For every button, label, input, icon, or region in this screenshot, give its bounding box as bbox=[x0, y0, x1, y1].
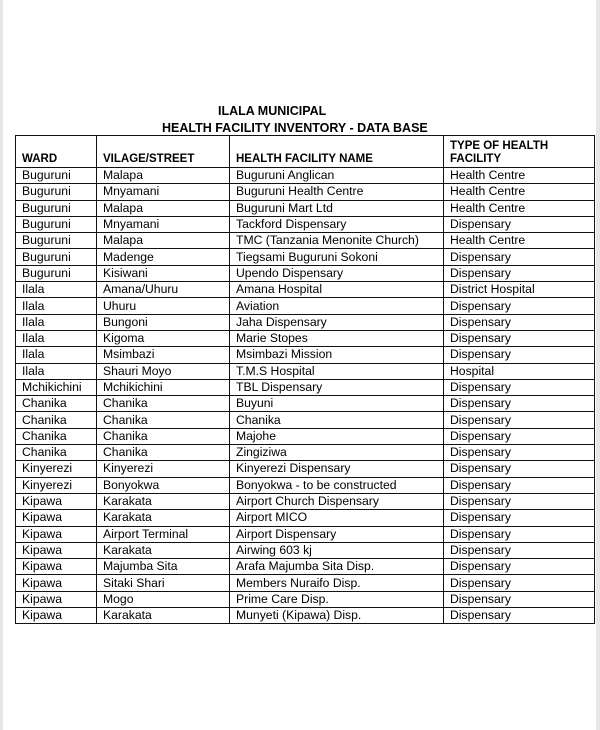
cell-facility-name: Kinyerezi Dispensary bbox=[230, 461, 444, 477]
table-row bbox=[16, 542, 595, 558]
table-row bbox=[16, 396, 595, 412]
cell-village: Karakata bbox=[97, 493, 230, 509]
cell-facility-name: Chanika bbox=[230, 412, 444, 428]
cell-facility-name: Airwing 603 kj bbox=[230, 542, 444, 558]
cell-village: Msimbazi bbox=[97, 347, 230, 363]
cell-village: Mnyamani bbox=[97, 216, 230, 232]
cell-facility-type: Dispensary bbox=[444, 591, 595, 607]
table-row bbox=[16, 298, 595, 314]
cell-facility-name: Buyuni bbox=[230, 396, 444, 412]
cell-ward: Mchikichini bbox=[16, 379, 97, 395]
cell-ward: Buguruni bbox=[16, 249, 97, 265]
cell-facility-name: T.M.S Hospital bbox=[230, 363, 444, 379]
cell-facility-type: Dispensary bbox=[444, 510, 595, 526]
cell-facility-type: Health Centre bbox=[444, 233, 595, 249]
cell-village: Uhuru bbox=[97, 298, 230, 314]
cell-facility-type: Dispensary bbox=[444, 265, 595, 281]
header-facility-type: TYPE OF HEALTH FACILITY bbox=[444, 136, 595, 168]
cell-ward: Chanika bbox=[16, 445, 97, 461]
cell-village: Bungoni bbox=[97, 314, 230, 330]
cell-ward: Buguruni bbox=[16, 216, 97, 232]
cell-ward: Kipawa bbox=[16, 608, 97, 624]
cell-village: Karakata bbox=[97, 608, 230, 624]
cell-village: Malapa bbox=[97, 233, 230, 249]
cell-ward: Kipawa bbox=[16, 559, 97, 575]
cell-facility-name: Msimbazi Mission bbox=[230, 347, 444, 363]
table-row bbox=[16, 379, 595, 395]
cell-facility-name: Majohe bbox=[230, 428, 444, 444]
cell-ward: Kipawa bbox=[16, 542, 97, 558]
cell-facility-name: Airport Church Dispensary bbox=[230, 493, 444, 509]
cell-ward: Kinyerezi bbox=[16, 461, 97, 477]
cell-facility-name: TMC (Tanzania Menonite Church) bbox=[230, 233, 444, 249]
cell-facility-name: Members Nuraifo Disp. bbox=[230, 575, 444, 591]
cell-ward: Kinyerezi bbox=[16, 477, 97, 493]
cell-ward: Kipawa bbox=[16, 526, 97, 542]
cell-ward: Buguruni bbox=[16, 233, 97, 249]
cell-village: Malapa bbox=[97, 168, 230, 184]
cell-facility-type: Dispensary bbox=[444, 542, 595, 558]
cell-village: Chanika bbox=[97, 396, 230, 412]
cell-ward: Kipawa bbox=[16, 575, 97, 591]
cell-village: Shauri Moyo bbox=[97, 363, 230, 379]
cell-facility-name: Marie Stopes bbox=[230, 330, 444, 346]
table-row bbox=[16, 184, 595, 200]
cell-facility-type: Dispensary bbox=[444, 559, 595, 575]
cell-ward: Ilala bbox=[16, 298, 97, 314]
table-row bbox=[16, 363, 595, 379]
table-row bbox=[16, 314, 595, 330]
table-row bbox=[16, 330, 595, 346]
cell-facility-type: Dispensary bbox=[444, 347, 595, 363]
table-row bbox=[16, 282, 595, 298]
cell-facility-type: Dispensary bbox=[444, 608, 595, 624]
document-title: ILALA MUNICIPAL bbox=[218, 104, 327, 118]
cell-facility-type: Dispensary bbox=[444, 249, 595, 265]
cell-village: Kinyerezi bbox=[97, 461, 230, 477]
cell-facility-type: Dispensary bbox=[444, 396, 595, 412]
cell-ward: Buguruni bbox=[16, 168, 97, 184]
cell-facility-name: Tiegsami Buguruni Sokoni bbox=[230, 249, 444, 265]
header-facility-name: HEALTH FACILITY NAME bbox=[230, 136, 444, 168]
cell-facility-type: District Hospital bbox=[444, 282, 595, 298]
cell-facility-type: Dispensary bbox=[444, 526, 595, 542]
cell-village: Chanika bbox=[97, 428, 230, 444]
cell-ward: Ilala bbox=[16, 347, 97, 363]
cell-village: Kisiwani bbox=[97, 265, 230, 281]
cell-facility-type: Health Centre bbox=[444, 168, 595, 184]
cell-ward: Ilala bbox=[16, 282, 97, 298]
table-row bbox=[16, 559, 595, 575]
cell-facility-type: Dispensary bbox=[444, 493, 595, 509]
cell-facility-name: Prime Care Disp. bbox=[230, 591, 444, 607]
cell-facility-name: Buguruni Mart Ltd bbox=[230, 200, 444, 216]
table-row bbox=[16, 477, 595, 493]
cell-facility-name: Jaha Dispensary bbox=[230, 314, 444, 330]
cell-ward: Ilala bbox=[16, 330, 97, 346]
cell-ward: Buguruni bbox=[16, 265, 97, 281]
cell-facility-name: TBL Dispensary bbox=[230, 379, 444, 395]
cell-ward: Chanika bbox=[16, 396, 97, 412]
cell-ward: Kipawa bbox=[16, 493, 97, 509]
table-row bbox=[16, 445, 595, 461]
cell-village: Chanika bbox=[97, 412, 230, 428]
cell-facility-type: Dispensary bbox=[444, 412, 595, 428]
cell-village: Malapa bbox=[97, 200, 230, 216]
cell-village: Chanika bbox=[97, 445, 230, 461]
cell-facility-type: Dispensary bbox=[444, 216, 595, 232]
cell-ward: Kipawa bbox=[16, 591, 97, 607]
table-row bbox=[16, 461, 595, 477]
table-row bbox=[16, 428, 595, 444]
cell-facility-name: Bonyokwa - to be constructed bbox=[230, 477, 444, 493]
cell-village: Majumba Sita bbox=[97, 559, 230, 575]
cell-facility-type: Dispensary bbox=[444, 445, 595, 461]
table-row bbox=[16, 249, 595, 265]
cell-ward: Ilala bbox=[16, 314, 97, 330]
cell-facility-name: Airport MICO bbox=[230, 510, 444, 526]
cell-facility-type: Dispensary bbox=[444, 330, 595, 346]
table-row bbox=[16, 168, 595, 184]
facility-table bbox=[15, 135, 595, 624]
cell-ward: Ilala bbox=[16, 363, 97, 379]
table-row bbox=[16, 493, 595, 509]
cell-village: Airport Terminal bbox=[97, 526, 230, 542]
cell-facility-type: Dispensary bbox=[444, 298, 595, 314]
cell-village: Mnyamani bbox=[97, 184, 230, 200]
cell-village: Kigoma bbox=[97, 330, 230, 346]
cell-facility-name: Tackford Dispensary bbox=[230, 216, 444, 232]
cell-facility-type: Dispensary bbox=[444, 379, 595, 395]
cell-facility-name: Zingiziwa bbox=[230, 445, 444, 461]
cell-facility-name: Upendo Dispensary bbox=[230, 265, 444, 281]
cell-village: Mchikichini bbox=[97, 379, 230, 395]
cell-facility-name: Buguruni Health Centre bbox=[230, 184, 444, 200]
table-row bbox=[16, 526, 595, 542]
cell-village: Sitaki Shari bbox=[97, 575, 230, 591]
cell-facility-type: Dispensary bbox=[444, 314, 595, 330]
cell-ward: Buguruni bbox=[16, 200, 97, 216]
cell-ward: Kipawa bbox=[16, 510, 97, 526]
cell-ward: Chanika bbox=[16, 428, 97, 444]
cell-facility-name: Airport Dispensary bbox=[230, 526, 444, 542]
cell-facility-type: Hospital bbox=[444, 363, 595, 379]
table-header-row bbox=[16, 136, 595, 168]
cell-facility-name: Amana Hospital bbox=[230, 282, 444, 298]
table-row bbox=[16, 510, 595, 526]
cell-facility-type: Dispensary bbox=[444, 477, 595, 493]
header-village: VILAGE/STREET bbox=[97, 136, 230, 168]
cell-ward: Chanika bbox=[16, 412, 97, 428]
cell-ward: Buguruni bbox=[16, 184, 97, 200]
cell-facility-name: Munyeti (Kipawa) Disp. bbox=[230, 608, 444, 624]
table-row bbox=[16, 347, 595, 363]
cell-village: Amana/Uhuru bbox=[97, 282, 230, 298]
table-row bbox=[16, 233, 595, 249]
cell-facility-name: Arafa Majumba Sita Disp. bbox=[230, 559, 444, 575]
cell-village: Mogo bbox=[97, 591, 230, 607]
table-row bbox=[16, 608, 595, 624]
cell-facility-type: Health Centre bbox=[444, 184, 595, 200]
header-ward: WARD bbox=[16, 136, 97, 168]
cell-facility-name: Buguruni Anglican bbox=[230, 168, 444, 184]
cell-facility-type: Health Centre bbox=[444, 200, 595, 216]
table-row bbox=[16, 575, 595, 591]
cell-village: Madenge bbox=[97, 249, 230, 265]
cell-facility-type: Dispensary bbox=[444, 461, 595, 477]
cell-village: Karakata bbox=[97, 510, 230, 526]
cell-facility-type: Dispensary bbox=[444, 575, 595, 591]
document-subtitle: HEALTH FACILITY INVENTORY - DATA BASE bbox=[162, 121, 428, 135]
cell-village: Bonyokwa bbox=[97, 477, 230, 493]
table-row bbox=[16, 412, 595, 428]
table-row bbox=[16, 591, 595, 607]
cell-facility-type: Dispensary bbox=[444, 428, 595, 444]
table-row bbox=[16, 216, 595, 232]
table-row bbox=[16, 200, 595, 216]
table-row bbox=[16, 265, 595, 281]
cell-village: Karakata bbox=[97, 542, 230, 558]
cell-facility-name: Aviation bbox=[230, 298, 444, 314]
